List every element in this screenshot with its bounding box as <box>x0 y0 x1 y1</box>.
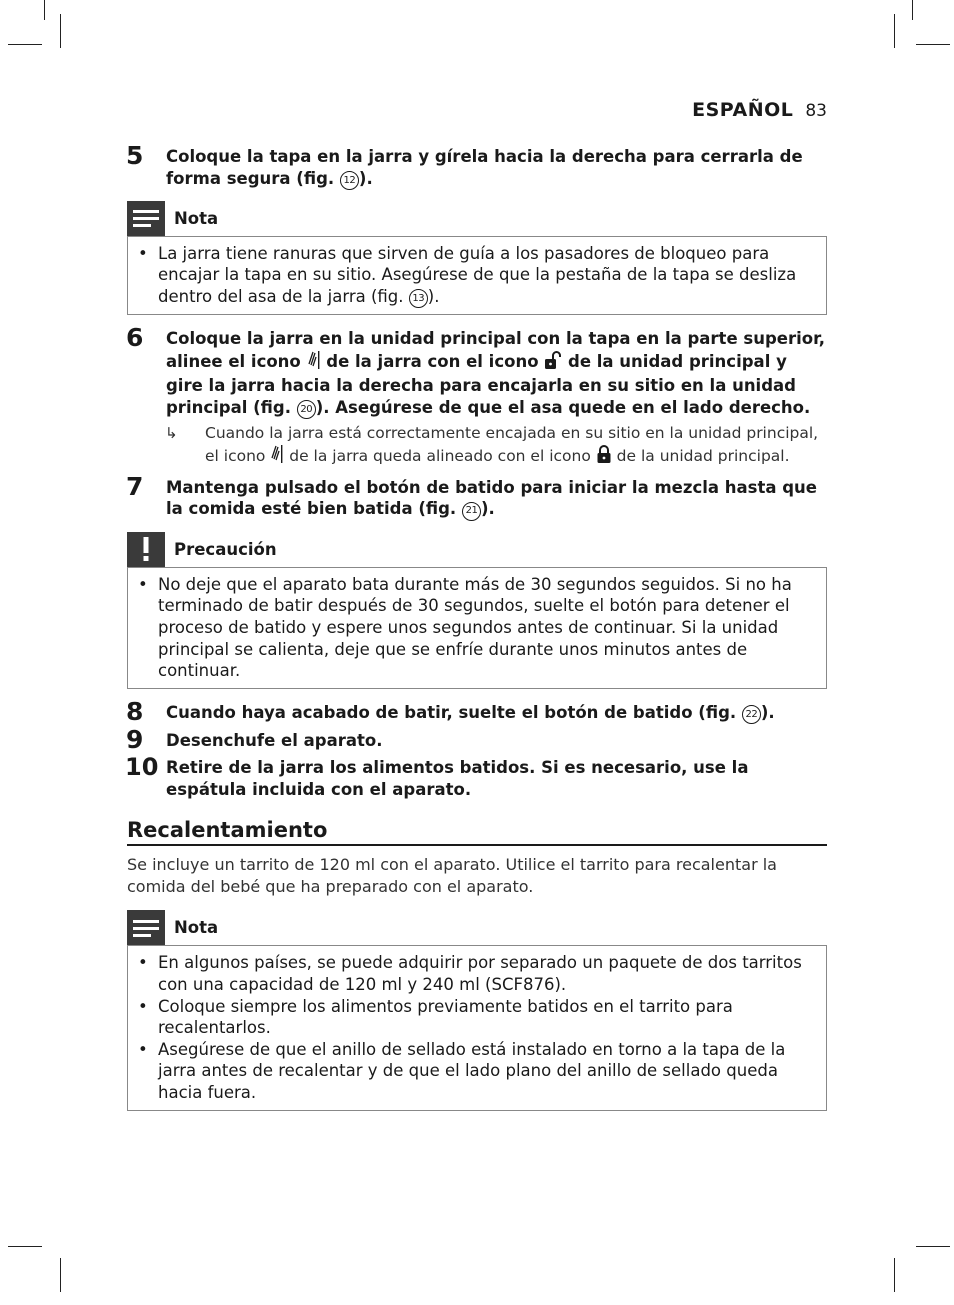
note-text: La jarra tiene ranuras que sirven de guía a los pasadores de bloqueo para encajar la tapa en su sitio. Asegúrese de que la pestaña de la tapa se desliza dentro del asa de la jarra (fig. <box>158 243 797 306</box>
step-text: de la unidad principal y gire la jarra hacia la derecha para encajarla en su sitio en la unidad principal (fig. <box>166 351 796 417</box>
step-text-end: ). <box>760 702 775 722</box>
note-header <box>127 201 827 236</box>
crop-mark <box>916 44 950 45</box>
crop-mark <box>60 1258 61 1292</box>
result-text: de la jarra queda alineado con el icono <box>284 447 596 466</box>
note-header <box>127 910 827 945</box>
crop-mark <box>916 1246 950 1247</box>
crop-mark <box>44 0 45 20</box>
note-title: Nota <box>174 208 219 228</box>
step-text-end: ). <box>358 168 373 188</box>
language-label: ESPAÑOL <box>692 99 794 121</box>
step-8 <box>126 696 827 726</box>
figure-reference: 20 <box>297 400 316 419</box>
step-10 <box>125 753 827 800</box>
list-item: • Asegúrese de que el anillo de sellado está instalado en torno a la tapa de la jarra antes de recalentar y de que el lado plano del anillo de sellado queda hacia fuera. <box>134 1039 818 1104</box>
result-text: Cuando la jarra está correctamente encajada en su sitio en la unidad principal, el icono <box>205 423 819 466</box>
step-text: Mantenga pulsado el botón de batido para iniciar la mezcla hasta que la comida esté bien batida (fig. <box>166 477 817 519</box>
unlock-icon <box>544 351 562 376</box>
jar-align-icon <box>270 444 284 471</box>
step-number: 8 <box>126 696 144 726</box>
list-item: • No deje que el aparato bata durante más de 30 segundos seguidos. Si no ha terminado de batir después de 30 segundos, suelte el botón para detener el proceso de batido y espere unos segundos antes de continuar. Si la unidad principal se calienta, deje que se enfríe durante unos minutos antes de continuar. <box>134 574 818 682</box>
page-number: 83 <box>805 101 827 121</box>
note-title: Nota <box>174 918 219 938</box>
jar-align-icon <box>307 350 321 376</box>
figure-reference: 21 <box>462 502 481 521</box>
caution-body <box>127 567 827 689</box>
list-item: • En algunos países, se puede adquirir por separado un paquete de dos tarritos con una capacidad de 120 ml y 240 ml (SCF876). <box>134 952 818 995</box>
step-number: 10 <box>125 753 159 782</box>
section-paragraph: Se incluye un tarrito de 120 ml con el aparato. Utilice el tarrito para recalentar la comida del bebé que ha preparado con el aparato. <box>127 855 777 896</box>
crop-mark <box>8 1246 42 1247</box>
step-9 <box>126 724 827 754</box>
note-body <box>127 236 827 315</box>
step-number: 5 <box>126 141 144 170</box>
caution-header <box>127 532 827 567</box>
figure-reference: 13 <box>409 289 428 308</box>
step-number: 9 <box>126 724 144 754</box>
note-box <box>127 201 827 315</box>
crop-mark <box>8 44 42 45</box>
crop-mark <box>894 14 895 48</box>
result-text: de la unidad principal. <box>611 447 790 466</box>
step-number: 7 <box>126 471 144 501</box>
caution-title: Precaución <box>174 539 277 559</box>
figure-reference: 22 <box>742 705 761 724</box>
step-text-end: ). Asegúrese de que el asa quede en el lado derecho. <box>315 397 811 417</box>
note-body <box>127 945 827 1110</box>
page-header <box>692 99 827 121</box>
step-5 <box>126 141 827 190</box>
step-number: 6 <box>126 323 144 353</box>
note-icon <box>127 910 165 945</box>
note-box <box>127 910 827 1110</box>
section-heading: Recalentamiento <box>127 818 827 846</box>
note-text-end: ). <box>427 286 440 306</box>
figure-reference: 12 <box>340 171 359 190</box>
step-7 <box>126 471 827 521</box>
crop-mark <box>894 1258 895 1292</box>
list-item <box>134 243 818 308</box>
crop-mark <box>60 14 61 48</box>
caution-box <box>127 532 827 689</box>
result-arrow-icon: ↳ <box>165 423 178 442</box>
step-text: Retire de la jarra los alimentos batidos. Si es necesario, use la espátula incluida con el aparato. <box>166 758 749 799</box>
step-result <box>127 423 827 471</box>
lock-icon <box>596 445 612 471</box>
caution-icon <box>127 532 165 567</box>
step-text: Coloque la tapa en la jarra y gírela hacia la derecha para cerrarla de forma segura (fig. <box>166 147 803 188</box>
step-text: de la jarra con el icono <box>320 351 545 371</box>
step-text-end: ). <box>480 499 495 519</box>
crop-mark <box>912 0 913 20</box>
step-6 <box>126 323 827 419</box>
step-text: Cuando haya acabado de batir, suelte el botón de batido (fig. <box>166 702 742 722</box>
list-item: • Coloque siempre los alimentos previamente batidos en el tarrito para recalentarlos. <box>134 996 818 1039</box>
step-text: Desenchufe el aparato. <box>166 730 383 750</box>
page-content <box>125 141 827 1111</box>
note-icon <box>127 201 165 236</box>
step-text: Coloque la jarra en la unidad principal con la tapa en la parte superior, alinee el icono <box>166 329 826 371</box>
